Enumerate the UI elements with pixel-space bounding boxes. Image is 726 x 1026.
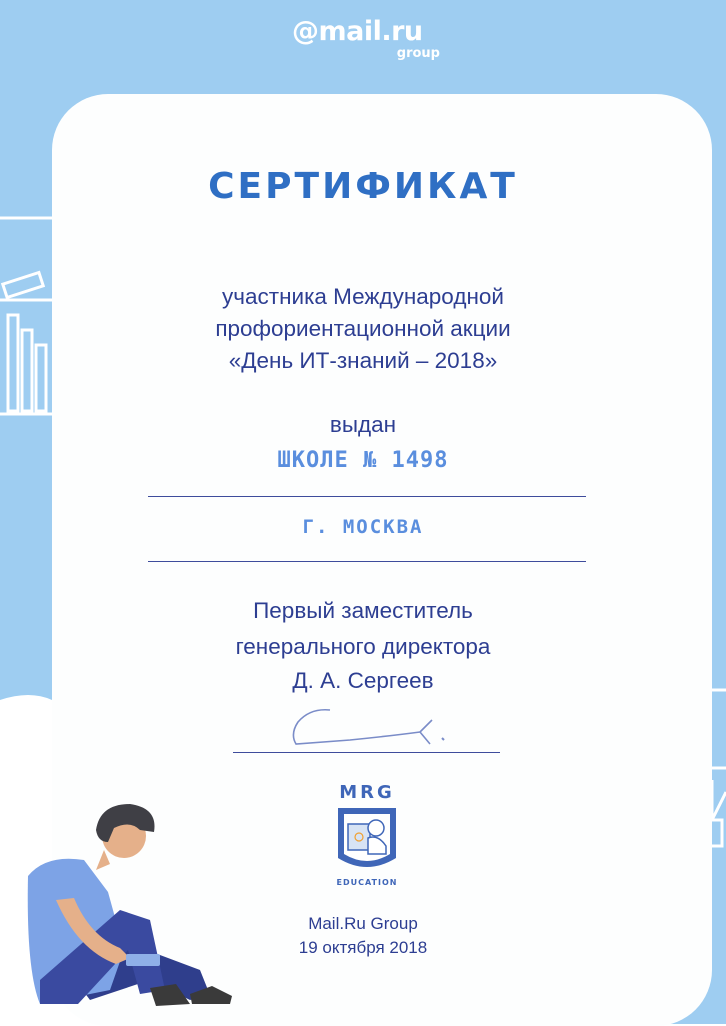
recipient-underline (148, 496, 586, 497)
shield-icon (334, 804, 400, 876)
signature (280, 700, 460, 750)
recipient-name: ШКОЛЕ № 1498 (277, 448, 449, 473)
signature-line (233, 752, 500, 753)
badge-bottom-text: EDUCATION (336, 878, 398, 887)
footer-date: 19 октября 2018 (298, 938, 428, 957)
badge-top-text: MRG (339, 782, 395, 803)
person-reading-illustration (0, 790, 260, 1024)
city-name: Г. МОСКВА (302, 516, 424, 538)
logo-main-text: @mail.ru (292, 16, 423, 47)
mrg-education-badge (322, 782, 412, 892)
certificate-title: СЕРТИФИКАТ (208, 166, 518, 207)
signer-name: Д. А. Сергеев (292, 668, 434, 693)
issued-label: выдан (329, 412, 397, 437)
logo-sub-text: group (396, 46, 440, 61)
description-line-3: «День ИТ-знаний – 2018» (228, 348, 498, 373)
city-underline (148, 561, 586, 562)
footer-company: Mail.Ru Group (308, 914, 418, 933)
position-line-2: генерального директора (235, 634, 491, 659)
mail-ru-group-logo (292, 16, 442, 64)
description-line-2: профориентационной акции (215, 316, 511, 341)
description-line-1: участника Международной (222, 284, 504, 309)
position-line-1: Первый заместитель (253, 598, 473, 623)
